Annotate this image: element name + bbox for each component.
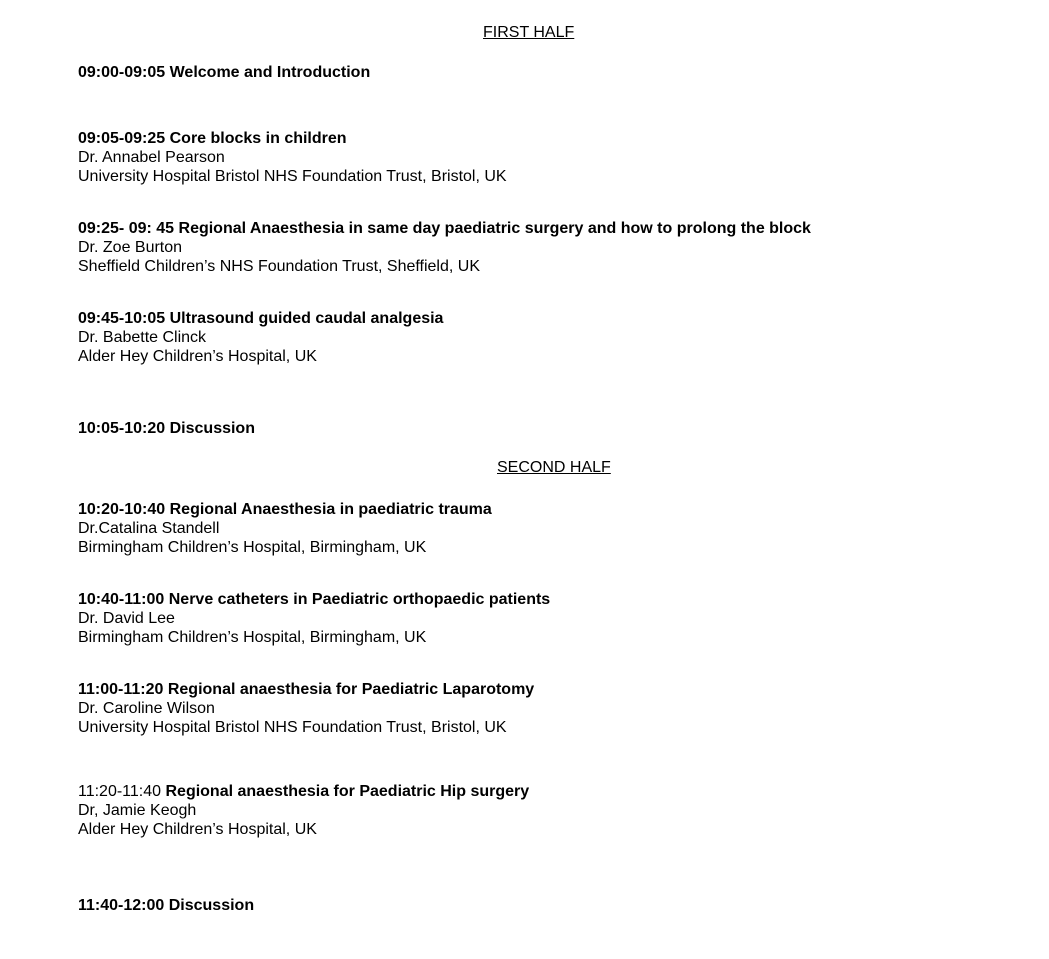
session-speaker: Dr. Babette Clinck	[78, 329, 207, 346]
session-institution: Sheffield Children’s NHS Foundation Trust, Sheffield, UK	[78, 258, 480, 275]
session-title-text: Regional anaesthesia for Paediatric Hip surgery	[165, 783, 530, 800]
session-institution: Birmingham Children’s Hospital, Birmingham, UK	[78, 629, 427, 646]
session-title: 09:00-09:05 Welcome and Introduction	[78, 64, 371, 81]
first-half-heading: FIRST HALF	[483, 24, 575, 41]
session-institution: Birmingham Children’s Hospital, Birmingham, UK	[78, 539, 427, 556]
session-time: 11:20-11:40	[78, 783, 166, 800]
session-title	[78, 782, 529, 801]
session-speaker: Dr. Zoe Burton	[78, 239, 183, 256]
session-title: 10:40-11:00 Nerve catheters in Paediatric orthopaedic patients	[78, 591, 551, 608]
session-institution: Alder Hey Children’s Hospital, UK	[78, 821, 317, 838]
session-title: 11:40-12:00 Discussion	[78, 897, 255, 914]
session-institution: University Hospital Bristol NHS Foundation Trust, Bristol, UK	[78, 719, 507, 736]
session-title: 09:45-10:05 Ultrasound guided caudal analgesia	[78, 310, 444, 327]
session-title: 11:00-11:20 Regional anaesthesia for Paediatric Laparotomy	[78, 681, 535, 698]
session-speaker: Dr. David Lee	[78, 610, 175, 627]
session-title: 10:05-10:20 Discussion	[78, 420, 255, 437]
session-speaker: Dr.Catalina Standell	[78, 520, 220, 537]
session-title: 09:25- 09: 45 Regional Anaesthesia in same day paediatric surgery and how to prolong the block	[78, 220, 811, 237]
second-half-heading: SECOND HALF	[497, 459, 611, 476]
session-title: 10:20-10:40 Regional Anaesthesia in paediatric trauma	[78, 501, 492, 518]
session-speaker: Dr. Caroline Wilson	[78, 700, 215, 717]
session-title: 09:05-09:25 Core blocks in children	[78, 130, 347, 147]
session-institution: Alder Hey Children’s Hospital, UK	[78, 348, 317, 365]
session-speaker: Dr, Jamie Keogh	[78, 802, 197, 819]
session-speaker: Dr. Annabel Pearson	[78, 149, 225, 166]
session-institution: University Hospital Bristol NHS Foundation Trust, Bristol, UK	[78, 168, 507, 185]
